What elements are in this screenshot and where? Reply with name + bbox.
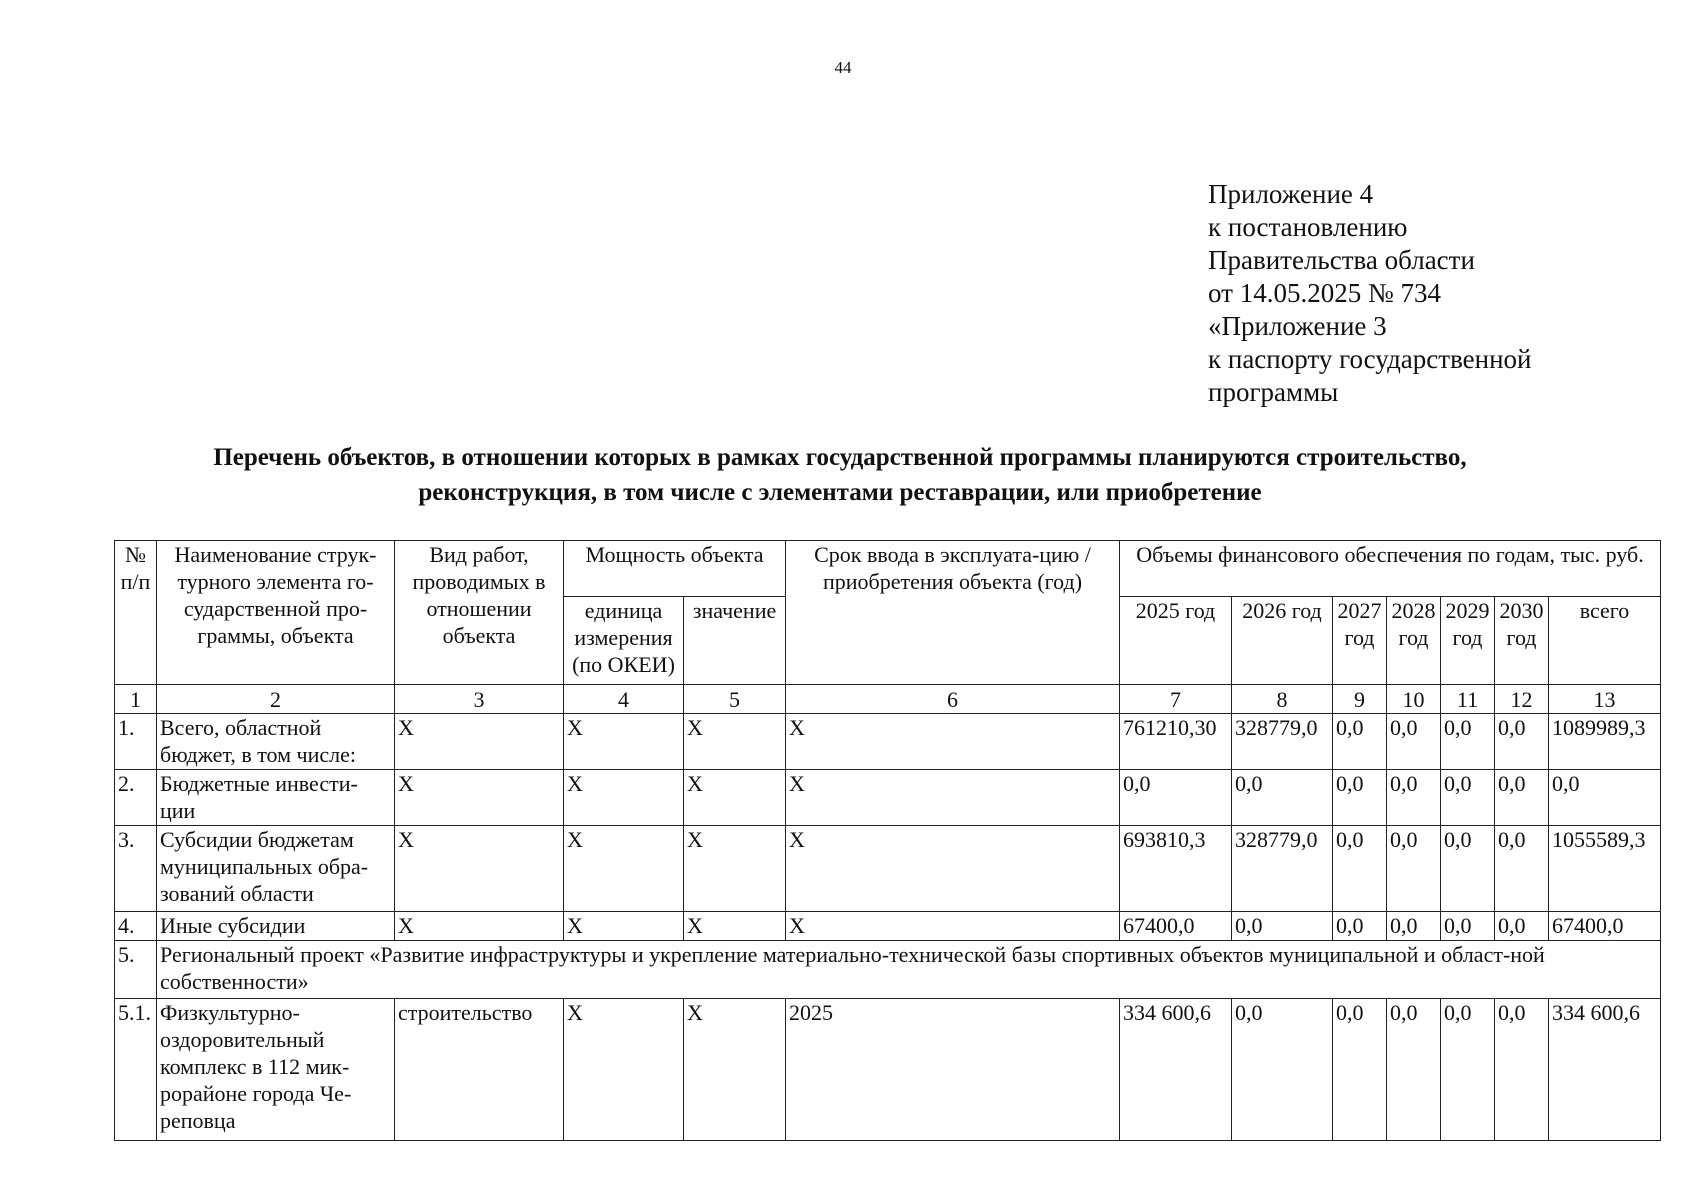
column-numbers-row bbox=[115, 685, 1661, 714]
row-2030: 0,0 bbox=[1495, 912, 1549, 941]
row-name: Бюджетные инвести-ции bbox=[157, 770, 395, 826]
row-2025: 67400,0 bbox=[1120, 912, 1232, 941]
table-row bbox=[115, 999, 1661, 1141]
row-2025: 693810,3 bbox=[1120, 826, 1232, 912]
row-work-type: X bbox=[395, 912, 564, 941]
row-unit: X bbox=[564, 999, 684, 1141]
column-number: 7 bbox=[1120, 685, 1232, 714]
row-2029: 0,0 bbox=[1441, 770, 1495, 826]
row-num: 4. bbox=[115, 912, 157, 941]
row-term: X bbox=[786, 912, 1120, 941]
table-row bbox=[115, 912, 1661, 941]
row-value: X bbox=[684, 912, 786, 941]
header-year-2027: 2027 год bbox=[1333, 597, 1387, 685]
appendix-line: к постановлению bbox=[1208, 212, 1408, 242]
row-num: 2. bbox=[115, 770, 157, 826]
column-number: 5 bbox=[684, 685, 786, 714]
row-2026: 0,0 bbox=[1232, 770, 1333, 826]
column-number: 13 bbox=[1549, 685, 1661, 714]
row-num: 1. bbox=[115, 714, 157, 770]
row-2025: 334 600,6 bbox=[1120, 999, 1232, 1141]
row-unit: X bbox=[564, 770, 684, 826]
row-num: 3. bbox=[115, 826, 157, 912]
row-2028: 0,0 bbox=[1387, 826, 1441, 912]
row-2027: 0,0 bbox=[1333, 714, 1387, 770]
header-capacity-value: значение bbox=[684, 597, 786, 685]
row-2026: 0,0 bbox=[1232, 912, 1333, 941]
page-number: 44 bbox=[834, 58, 852, 77]
row-value: X bbox=[684, 770, 786, 826]
row-2028: 0,0 bbox=[1387, 714, 1441, 770]
row-work-type: X bbox=[395, 770, 564, 826]
appendix-line: Правительства области bbox=[1208, 245, 1475, 275]
row-2027: 0,0 bbox=[1333, 912, 1387, 941]
project-row bbox=[115, 941, 1661, 999]
row-total: 1089989,3 bbox=[1549, 714, 1661, 770]
column-number: 4 bbox=[564, 685, 684, 714]
document-title bbox=[60, 440, 1620, 510]
header-capacity: Мощность объекта bbox=[564, 541, 786, 597]
appendix-line: «Приложение 3 bbox=[1208, 311, 1387, 341]
title-line-2: реконструкция, в том числе с элементами реставрации, или приобретение bbox=[418, 479, 1262, 506]
column-number: 3 bbox=[395, 685, 564, 714]
row-2029: 0,0 bbox=[1441, 714, 1495, 770]
row-2026: 328779,0 bbox=[1232, 826, 1333, 912]
table-row bbox=[115, 770, 1661, 826]
row-2027: 0,0 bbox=[1333, 770, 1387, 826]
row-2030: 0,0 bbox=[1495, 714, 1549, 770]
column-number: 11 bbox=[1441, 685, 1495, 714]
appendix-block bbox=[1208, 178, 1532, 409]
row-term: X bbox=[786, 714, 1120, 770]
row-term: X bbox=[786, 826, 1120, 912]
row-value: X bbox=[684, 999, 786, 1141]
row-2027: 0,0 bbox=[1333, 999, 1387, 1141]
header-term: Срок ввода в эксплуата-цию / приобретения объекта (год) bbox=[786, 541, 1120, 685]
appendix-line: к паспорту государственной bbox=[1208, 344, 1532, 374]
row-2029: 0,0 bbox=[1441, 826, 1495, 912]
column-number: 12 bbox=[1495, 685, 1549, 714]
row-name: Всего, областной бюджет, в том числе: bbox=[157, 714, 395, 770]
table-row bbox=[115, 714, 1661, 770]
objects-table bbox=[114, 540, 1661, 1141]
row-work-type: строительство bbox=[395, 999, 564, 1141]
header-name: Наименование струк-турного элемента го-сударственной про-граммы, объекта bbox=[157, 541, 395, 685]
title-line-1: Перечень объектов, в отношении которых в рамках государственной программы планируются строительство, bbox=[213, 444, 1467, 471]
project-num: 5. bbox=[115, 941, 157, 999]
header-year-2025: 2025 год bbox=[1120, 597, 1232, 685]
row-total: 334 600,6 bbox=[1549, 999, 1661, 1141]
row-2027: 0,0 bbox=[1333, 826, 1387, 912]
row-2025: 0,0 bbox=[1120, 770, 1232, 826]
appendix-line: Приложение 4 bbox=[1208, 179, 1374, 209]
row-term: 2025 bbox=[786, 999, 1120, 1141]
appendix-line: программы bbox=[1208, 377, 1339, 407]
table-row bbox=[115, 826, 1661, 912]
row-value: X bbox=[684, 826, 786, 912]
row-total: 67400,0 bbox=[1549, 912, 1661, 941]
column-number: 6 bbox=[786, 685, 1120, 714]
row-2028: 0,0 bbox=[1387, 770, 1441, 826]
row-2030: 0,0 bbox=[1495, 770, 1549, 826]
row-work-type: X bbox=[395, 714, 564, 770]
row-2028: 0,0 bbox=[1387, 912, 1441, 941]
row-2030: 0,0 bbox=[1495, 826, 1549, 912]
row-unit: X bbox=[564, 714, 684, 770]
row-2029: 0,0 bbox=[1441, 999, 1495, 1141]
row-name: Субсидии бюджетам муниципальных обра-зований области bbox=[157, 826, 395, 912]
row-total: 0,0 bbox=[1549, 770, 1661, 826]
row-name: Иные субсидии bbox=[157, 912, 395, 941]
row-unit: X bbox=[564, 912, 684, 941]
column-number: 1 bbox=[115, 685, 157, 714]
row-2025: 761210,30 bbox=[1120, 714, 1232, 770]
header-capacity-unit: единица измерения (по ОКЕИ) bbox=[564, 597, 684, 685]
column-number: 10 bbox=[1387, 685, 1441, 714]
row-term: X bbox=[786, 770, 1120, 826]
row-num: 5.1. bbox=[115, 999, 157, 1141]
header-year-2026: 2026 год bbox=[1232, 597, 1333, 685]
project-text: Региональный проект «Развитие инфраструктуры и укрепление материально-технической базы спортивных объектов муниципальной и област-ной собственности» bbox=[157, 941, 1661, 999]
row-total: 1055589,3 bbox=[1549, 826, 1661, 912]
column-number: 2 bbox=[157, 685, 395, 714]
column-number: 8 bbox=[1232, 685, 1333, 714]
row-name: Физкультурно-оздоровительный комплекс в 112 мик-рорайоне города Че-реповца bbox=[157, 999, 395, 1141]
row-2029: 0,0 bbox=[1441, 912, 1495, 941]
column-number: 9 bbox=[1333, 685, 1387, 714]
header-year-2028: 2028 год bbox=[1387, 597, 1441, 685]
row-value: X bbox=[684, 714, 786, 770]
row-2026: 0,0 bbox=[1232, 999, 1333, 1141]
row-work-type: X bbox=[395, 826, 564, 912]
appendix-line: от 14.05.2025 № 734 bbox=[1208, 278, 1441, 308]
row-unit: X bbox=[564, 826, 684, 912]
row-2028: 0,0 bbox=[1387, 999, 1441, 1141]
header-num: № п/п bbox=[115, 541, 157, 685]
header-total: всего bbox=[1549, 597, 1661, 685]
row-2030: 0,0 bbox=[1495, 999, 1549, 1141]
header-finance: Объемы финансового обеспечения по годам, тыс. руб. bbox=[1120, 541, 1661, 597]
row-2026: 328779,0 bbox=[1232, 714, 1333, 770]
header-year-2029: 2029 год bbox=[1441, 597, 1495, 685]
header-work-type: Вид работ, проводимых в отношении объекта bbox=[395, 541, 564, 685]
header-year-2030: 2030 год bbox=[1495, 597, 1549, 685]
